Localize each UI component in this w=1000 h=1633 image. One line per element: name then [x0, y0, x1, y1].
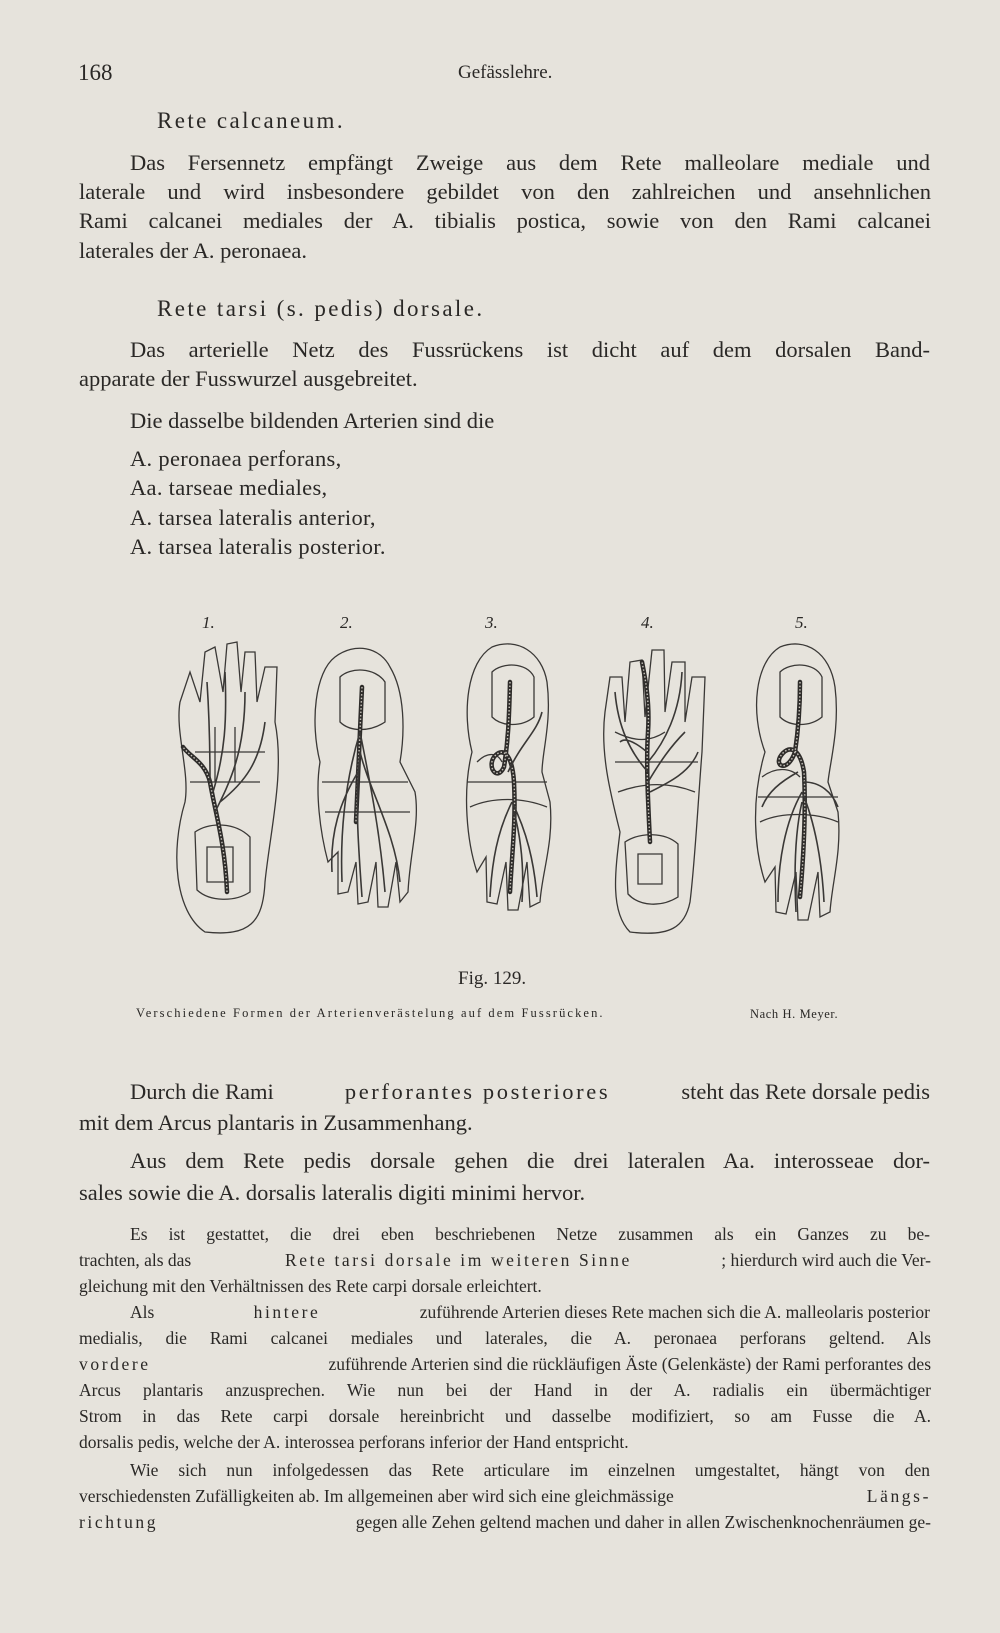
body-line: Rami calcanei mediales der A. tibialis postica, sowie von den Rami calcanei [79, 208, 931, 233]
page-number: 168 [78, 60, 113, 85]
figure-label-4: 4. [641, 613, 654, 632]
figure-caption: Verschiedene Formen der Arterienverästelung auf dem Fussrücken. [136, 1006, 605, 1020]
foot-drawing-1 [177, 642, 279, 933]
artery-list-item: A. tarsea lateralis anterior, [130, 505, 376, 530]
figure-129-foot-drawings [150, 612, 850, 942]
note-line: Wie sich nun infolgedessen das Rete articulare im einzelnen umgestaltet, hängt von den [130, 1460, 930, 1480]
figure-number: Fig. 129. [458, 968, 527, 989]
body-line: Das arterielle Netz des Fussrückens ist dicht auf dem dorsalen Band- [130, 337, 930, 362]
text-run: Als [130, 1302, 159, 1322]
text-run: verschiedensten Zufälligkeiten ab. Im allgemeinen aber wird sich eine gleichmässige [79, 1486, 679, 1506]
text-run: zuführende Arterien sind die rückläufigen Äste (Gelenkäste) der Rami perforantes des [324, 1354, 931, 1374]
section-heading-rete-calcaneum: Rete calcaneum. [157, 108, 345, 133]
emphasized-term: perforantes posteriores [344, 1079, 611, 1104]
foot-drawing-3 [467, 644, 551, 910]
foot-drawing-5 [756, 644, 839, 920]
note-line: Strom in das Rete carpi dorsale hereinbricht und dasselbe modifiziert, so am Fusse die A. [79, 1406, 931, 1426]
note-line [130, 1302, 930, 1323]
emphasized-term: Rete tarsi dorsale im weiteren Sinne [285, 1250, 632, 1270]
body-line: sales sowie die A. dorsalis lateralis digiti minimi hervor. [79, 1180, 586, 1205]
body-line: laterale und wird insbesondere gebildet von den zahlreichen und ansehnlichen [79, 179, 931, 204]
text-run: Durch die Rami [130, 1079, 280, 1104]
note-line [79, 1512, 931, 1533]
emphasized-term: hintere [253, 1302, 321, 1322]
running-title: Gefässlehre. [458, 62, 553, 83]
note-line: medialis, die Rami calcanei mediales und laterales, die A. peronaea perforans geltend. Als [79, 1328, 931, 1348]
figure-label-1: 1. [202, 613, 215, 632]
body-line: mit dem Arcus plantaris in Zusammenhang. [79, 1110, 473, 1135]
running-head [78, 60, 938, 90]
body-paragraph-line [130, 1079, 930, 1105]
text-run: zuführende Arterien dieses Rete machen sich die A. malleolaris posterior [415, 1302, 930, 1322]
section-heading-rete-tarsi: Rete tarsi (s. pedis) dorsale. [157, 296, 485, 321]
note-line [79, 1486, 931, 1507]
note-line: Arcus plantaris anzusprechen. Wie nun bei der Hand in der A. radialis ein übermächtiger [79, 1380, 931, 1400]
artery-list-item: Aa. tarseae mediales, [130, 475, 328, 500]
note-line: Es ist gestattet, die drei eben beschriebenen Netze zusammen als ein Ganzes zu be- [130, 1224, 930, 1244]
body-line: Die dasselbe bildenden Arterien sind die [130, 408, 495, 433]
body-line: Das Fersennetz empfängt Zweige aus dem Rete malleolare mediale und [130, 150, 930, 175]
body-line: Aus dem Rete pedis dorsale gehen die drei lateralen Aa. interosseae dor- [130, 1148, 930, 1173]
foot-illustrations [150, 612, 850, 942]
note-line [79, 1250, 931, 1271]
figure-label-2: 2. [340, 613, 353, 632]
emphasized-term: richtung [79, 1512, 159, 1532]
text-run: gegen alle Zehen geltend machen und daher in allen Zwischenknochenräumen ge- [351, 1512, 931, 1532]
emphasized-term: Längs- [866, 1486, 931, 1506]
artery-list-item: A. tarsea lateralis posterior. [130, 534, 386, 559]
note-line [79, 1354, 931, 1375]
artery-list-item: A. peronaea perforans, [130, 446, 342, 471]
body-line: apparate der Fusswurzel ausgebreitet. [79, 366, 418, 391]
figure-label-3: 3. [485, 613, 498, 632]
foot-drawing-2 [315, 648, 416, 907]
body-line: laterales der A. peronaea. [79, 238, 307, 263]
note-line: gleichung mit den Verhältnissen des Rete carpi dorsale erleichtert. [79, 1276, 542, 1296]
emphasized-term: vordere [79, 1354, 151, 1374]
text-run: trachten, als das [79, 1250, 196, 1270]
text-run: steht das Rete dorsale pedis [675, 1079, 930, 1104]
figure-attribution: Nach H. Meyer. [750, 1007, 839, 1021]
text-run: ; hierdurch wird auch die Ver- [721, 1250, 931, 1270]
note-line: dorsalis pedis, welche der A. interossea perforans inferior der Hand entspricht. [79, 1432, 629, 1452]
foot-drawing-4 [604, 650, 705, 933]
figure-label-5: 5. [795, 613, 808, 632]
